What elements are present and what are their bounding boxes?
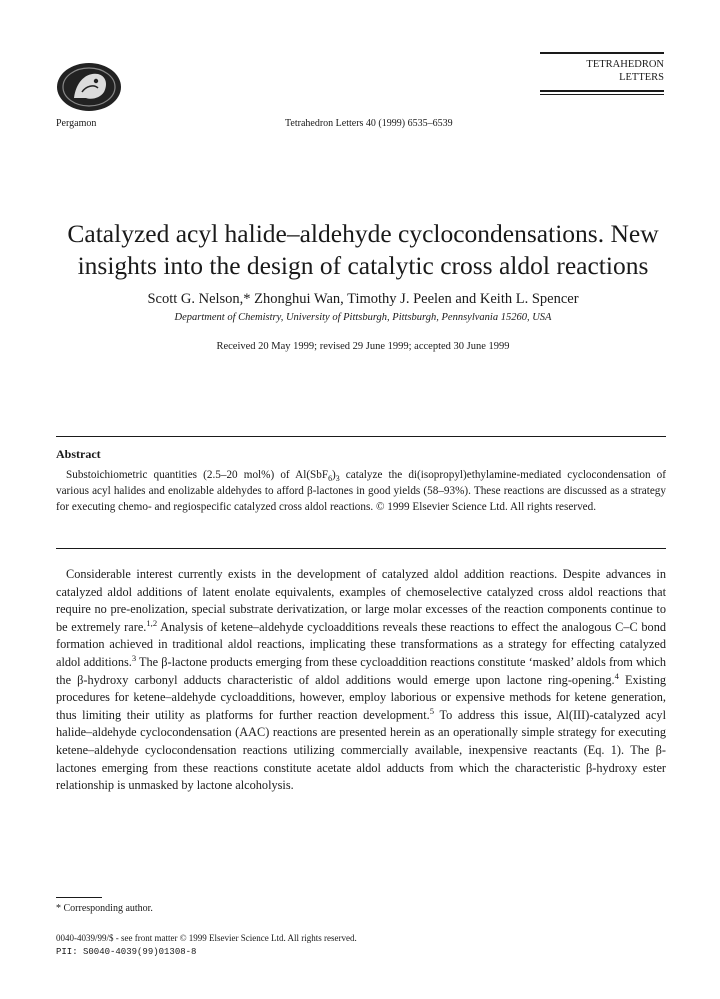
pii-identifier: PII: S0040-4039(99)01308-8 — [56, 947, 197, 957]
body-paragraph — [56, 566, 666, 795]
journal-name-line1: TETRAHEDRON — [586, 59, 664, 70]
journal-citation: Tetrahedron Letters 40 (1999) 6535–6539 — [285, 118, 453, 129]
reference-1-2[interactable]: 1,2 — [146, 617, 158, 628]
reference-5[interactable]: 5 — [429, 705, 435, 716]
journal-masthead — [540, 52, 664, 95]
journal-name-line2: LETTERS — [619, 72, 664, 83]
title-line-1: Catalyzed acyl halide–aldehyde cyclocondensations. New — [67, 219, 659, 248]
abstract-text — [56, 467, 666, 515]
body-sentence-3: The β-lactone products emerging from these cycloaddition reactions constitute ‘masked’ aldols from which the β-hydroxy carbonyl adducts characteristic of aldol additions would emerge upon lactone ring-opening. — [56, 654, 667, 687]
masthead-rule-bottom — [540, 90, 664, 92]
body-sentence-1: Considerable interest currently exists in the development of catalyzed aldol addition reactions. Despite advances in catalyzed aldol additions of latent enolate equivalents, examples of chemoselective catalyzed cross aldol reactions that require no pre-enolization, special substrate derivatization, or large molar excesses of the reaction components continue to be extremely rare. — [56, 567, 666, 634]
received-dates: Received 20 May 1999; revised 29 June 1999; accepted 30 June 1999 — [216, 341, 510, 352]
body-sentence-2: Analysis of ketene–aldehyde cycloadditions reveals these reactions to effect the analogous C–C bond formation achieved in traditional aldol reactions, implicating these transformations as a strategy for effecting catalyzed aldol additions. — [56, 619, 666, 669]
publisher-name: Pergamon — [56, 118, 97, 129]
abstract-part-2: ) — [332, 469, 336, 481]
author-list: Scott G. Nelson,* Zhonghui Wan, Timothy J. Peelen and Keith L. Spencer — [147, 291, 579, 307]
masthead-rule-top — [540, 52, 664, 54]
reference-3[interactable]: 3 — [131, 652, 137, 663]
abstract-part-1: Substoichiometric quantities (2.5–20 mol%) of Al(SbF — [66, 469, 329, 481]
reference-4[interactable]: 4 — [614, 670, 619, 681]
body-sentence-5: To address this issue, Al(III)-catalyzed acyl halide–aldehyde cyclocondensation (AAC) reactions are presented herein as an operationally simple strategy for executing ketene–aldehyde cyclocondensation reactions utilizing commercially available, inexpensive reactants (Eq. 1). The β-lactones emerging from these reactions constitute acetate aldol adducts from which the characteristic β-hydroxy ester relationship is unmasked by lactone alcoholysis. — [56, 707, 666, 793]
abstract-rule-bottom — [56, 548, 666, 549]
body-sentence-4: Existing procedures for ketene–aldehyde cycloadditions, however, employ laborious or expensive methods for ketene generation, thus limiting their utility as platforms for further reaction development. — [56, 672, 666, 722]
abstract-subscript-3: 3 — [335, 474, 340, 484]
abstract-heading: Abstract — [56, 447, 101, 461]
abstract-subscript-6: 6 — [328, 474, 333, 484]
copyright-notice: 0040-4039/99/$ - see front matter © 1999 Elsevier Science Ltd. All rights reserved. — [56, 933, 357, 943]
pergamon-logo-icon — [56, 62, 122, 112]
abstract-rule-top — [56, 436, 666, 437]
title-line-2: insights into the design of catalytic cross aldol reactions — [77, 251, 649, 280]
footnote-rule — [56, 897, 102, 898]
corresponding-author-footnote: * Corresponding author. — [56, 903, 153, 914]
abstract-part-3: catalyze the di(isopropyl)ethylamine-mediated cyclocondensation of various acyl halides and enolizable aldehydes to afford β-lactones in good yields (58–93%). These reactions are discussed as a strategy for executing chemo- and regiospecific catalyzed cross aldol reactions. © 1999 Elsevier Science Ltd. All rights reserved. — [56, 469, 666, 513]
affiliation: Department of Chemistry, University of Pittsburgh, Pittsburgh, Pennsylvania 15260, USA — [174, 312, 552, 323]
article-title — [56, 218, 670, 282]
masthead-rule-bottom-thin — [540, 94, 664, 95]
